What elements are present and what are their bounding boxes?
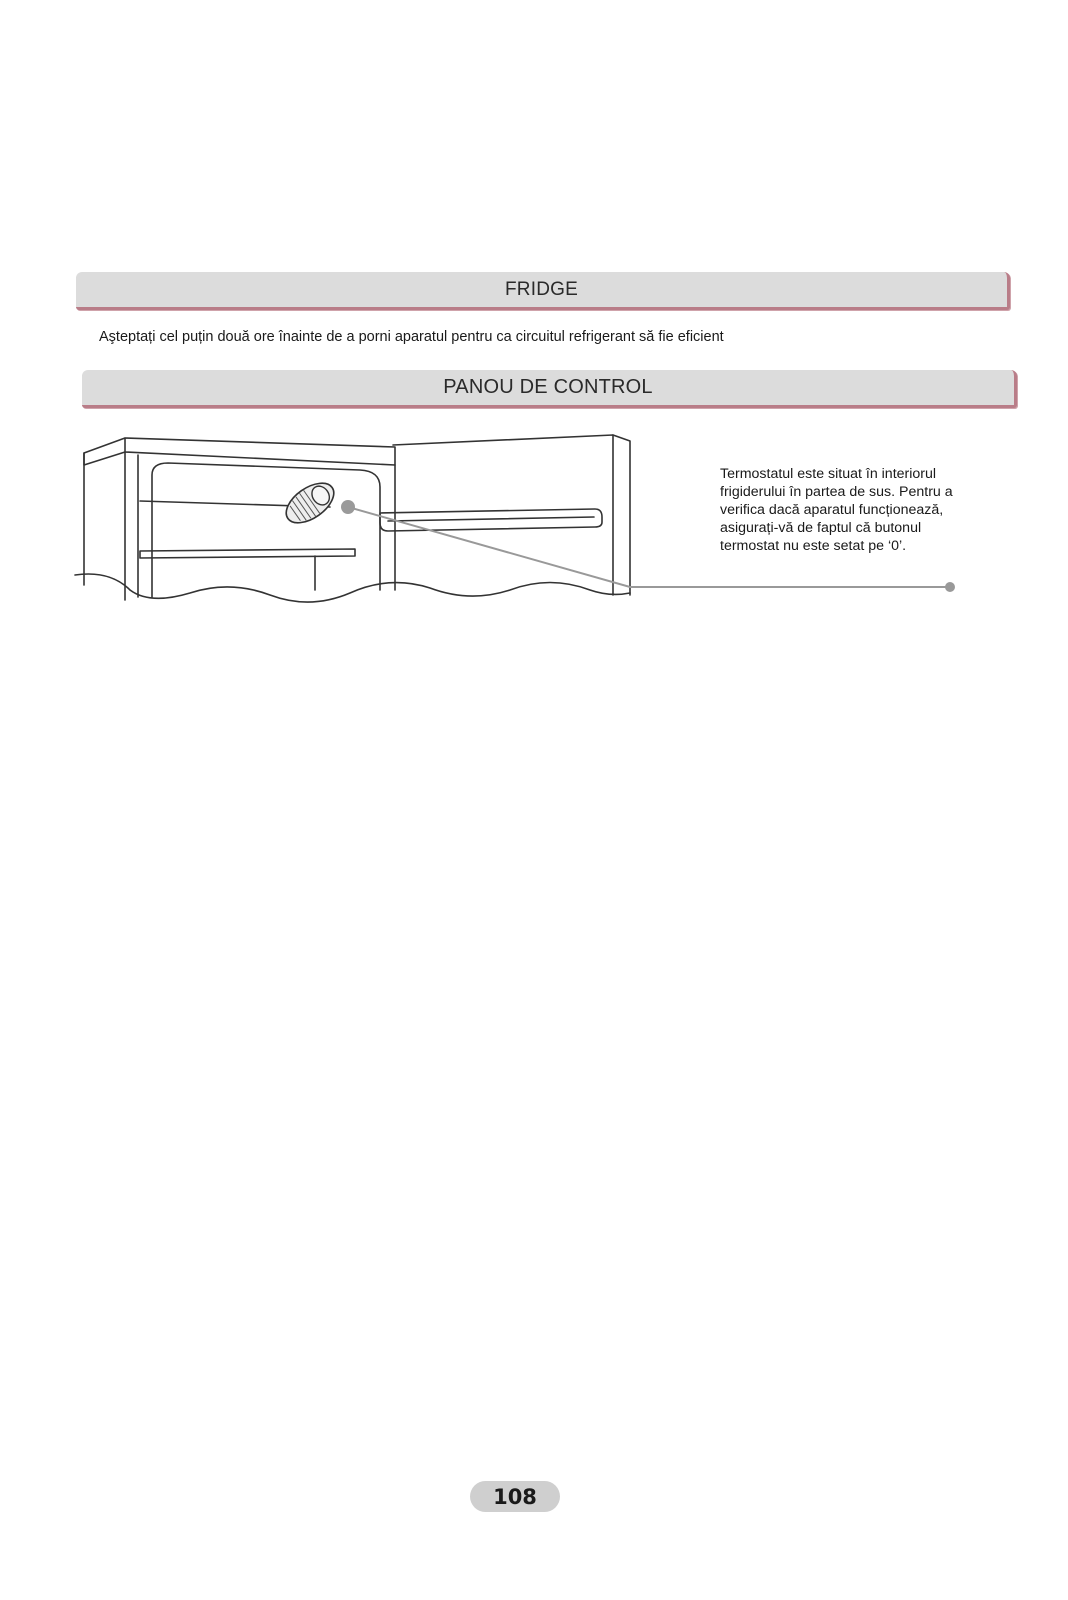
fridge-section-title: FRIDGE — [505, 278, 578, 300]
control-panel-section-header — [82, 370, 1017, 408]
thermostat-knob-icon — [279, 475, 340, 531]
page-number — [470, 1481, 560, 1512]
fridge-intro-text: Aşteptați cel puțin două ore înainte de a porni aparatul pentru ca circuitul refrigerant să fie eficient — [99, 329, 724, 345]
fridge-section-header — [76, 272, 1010, 310]
control-panel-section-title: PANOU DE CONTROL — [443, 376, 653, 398]
page-number-label: 108 — [493, 1484, 537, 1509]
thermostat-callout-text: Termostatul este situat în interiorul frigiderului în partea de sus. Pentru a verifica dacă aparatul funcționează, asigurați-vă de faptul că butonul termostat nu este setat pe ‘0’. — [720, 466, 953, 554]
